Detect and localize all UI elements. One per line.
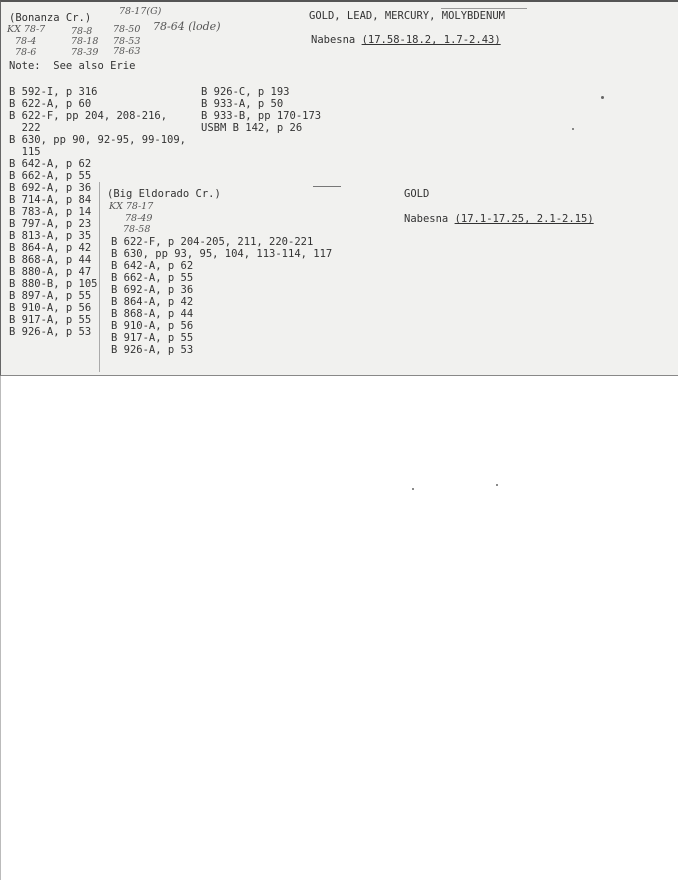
ref-item: B 622-A, p 60 [9, 98, 92, 110]
ref-item: B 662-A, p 55 [9, 170, 92, 182]
ref-item: USBM B 142, p 26 [201, 122, 303, 134]
ref-item: B 868-A, p 44 [111, 308, 194, 320]
handwritten-sample: 78-58 [123, 224, 151, 235]
quadrangle-name: Nabesna [311, 34, 356, 46]
ref-item: B 880-B, p 105 [9, 278, 98, 290]
locality-big-eldorado: (Big Eldorado Cr.) [107, 188, 221, 200]
ref-item: B 592-I, p 316 [9, 86, 98, 98]
quadrangle-card2 [404, 213, 594, 225]
ref-item: B 933-B, pp 170-173 [201, 110, 322, 122]
index-card [0, 0, 678, 376]
locality-bonanza: (Bonanza Cr.) [9, 12, 92, 24]
ref-item: B 813-A, p 35 [9, 230, 92, 242]
coordinates: (17.1-17.25, 2.1-2.15) [454, 213, 594, 225]
ref-item: B 630, pp 93, 95, 104, 113-114, 117 [111, 248, 333, 260]
ref-item: B 926-A, p 53 [9, 326, 92, 338]
ref-item: B 864-A, p 42 [9, 242, 92, 254]
handwritten-sample: 78-49 [125, 213, 153, 224]
strike-line [441, 8, 527, 9]
ref-item: B 622-F, p 204-205, 211, 220-221 [111, 236, 314, 248]
ref-item: B 662-A, p 55 [111, 272, 194, 284]
blank-page-area [0, 373, 678, 880]
ref-item: B 642-A, p 62 [9, 158, 92, 170]
speck [412, 488, 414, 490]
handwritten-sample: 78-63 [113, 46, 141, 57]
handwritten-sample: 78-6 [15, 47, 37, 58]
handwritten-sample-top: 78-17(G) [119, 6, 162, 17]
ref-item: 115 [9, 146, 41, 158]
quadrangle-name: Nabesna [404, 213, 449, 225]
ref-item: B 868-A, p 44 [9, 254, 92, 266]
ref-item: B 910-A, p 56 [111, 320, 194, 332]
handwritten-sample: 78-4 [15, 36, 37, 47]
ref-item: B 797-A, p 23 [9, 218, 92, 230]
quadrangle-card1 [311, 34, 501, 46]
handwritten-sample: 78-8 [71, 26, 93, 37]
ref-item: B 630, pp 90, 92-95, 99-109, [9, 134, 187, 146]
ref-item: B 783-A, p 14 [9, 206, 92, 218]
handwritten-sample: 78-50 [113, 24, 141, 35]
ref-item: B 692-A, p 36 [9, 182, 92, 194]
ref-item: B 910-A, p 56 [9, 302, 92, 314]
handwritten-sample: KX 78-17 [109, 201, 154, 212]
commodities-card2: GOLD [404, 188, 430, 200]
ref-item: B 692-A, p 36 [111, 284, 194, 296]
speck [572, 128, 574, 130]
handwritten-sample: 78-18 [71, 36, 99, 47]
ref-item: B 864-A, p 42 [111, 296, 194, 308]
mark-line [313, 186, 341, 187]
ref-item: B 622-F, pp 204, 208-216, [9, 110, 168, 122]
handwritten-sample: 78-64 (lode) [153, 20, 221, 33]
handwritten-sample: KX 78-7 [7, 24, 46, 35]
speck [601, 96, 604, 99]
commodities-card1: GOLD, LEAD, MERCURY, MOLYBDENUM [309, 10, 505, 22]
ref-item: B 926-C, p 193 [201, 86, 290, 98]
ref-item: B 933-A, p 50 [201, 98, 284, 110]
speck [496, 484, 498, 486]
ref-item: B 917-A, p 55 [9, 314, 92, 326]
ref-item: B 714-A, p 84 [9, 194, 92, 206]
ref-item: B 897-A, p 55 [9, 290, 92, 302]
page-edge [0, 373, 1, 880]
coordinates: (17.58-18.2, 1.7-2.43) [361, 34, 501, 46]
handwritten-sample: 78-53 [113, 36, 141, 47]
ref-item: B 917-A, p 55 [111, 332, 194, 344]
note: Note: See also Erie [9, 60, 136, 72]
ref-item: B 880-A, p 47 [9, 266, 92, 278]
handwritten-sample: 78-39 [71, 47, 99, 58]
ref-item: 222 [9, 122, 41, 134]
ref-item: B 926-A, p 53 [111, 344, 194, 356]
card-divider [99, 182, 100, 372]
ref-item: B 642-A, p 62 [111, 260, 194, 272]
